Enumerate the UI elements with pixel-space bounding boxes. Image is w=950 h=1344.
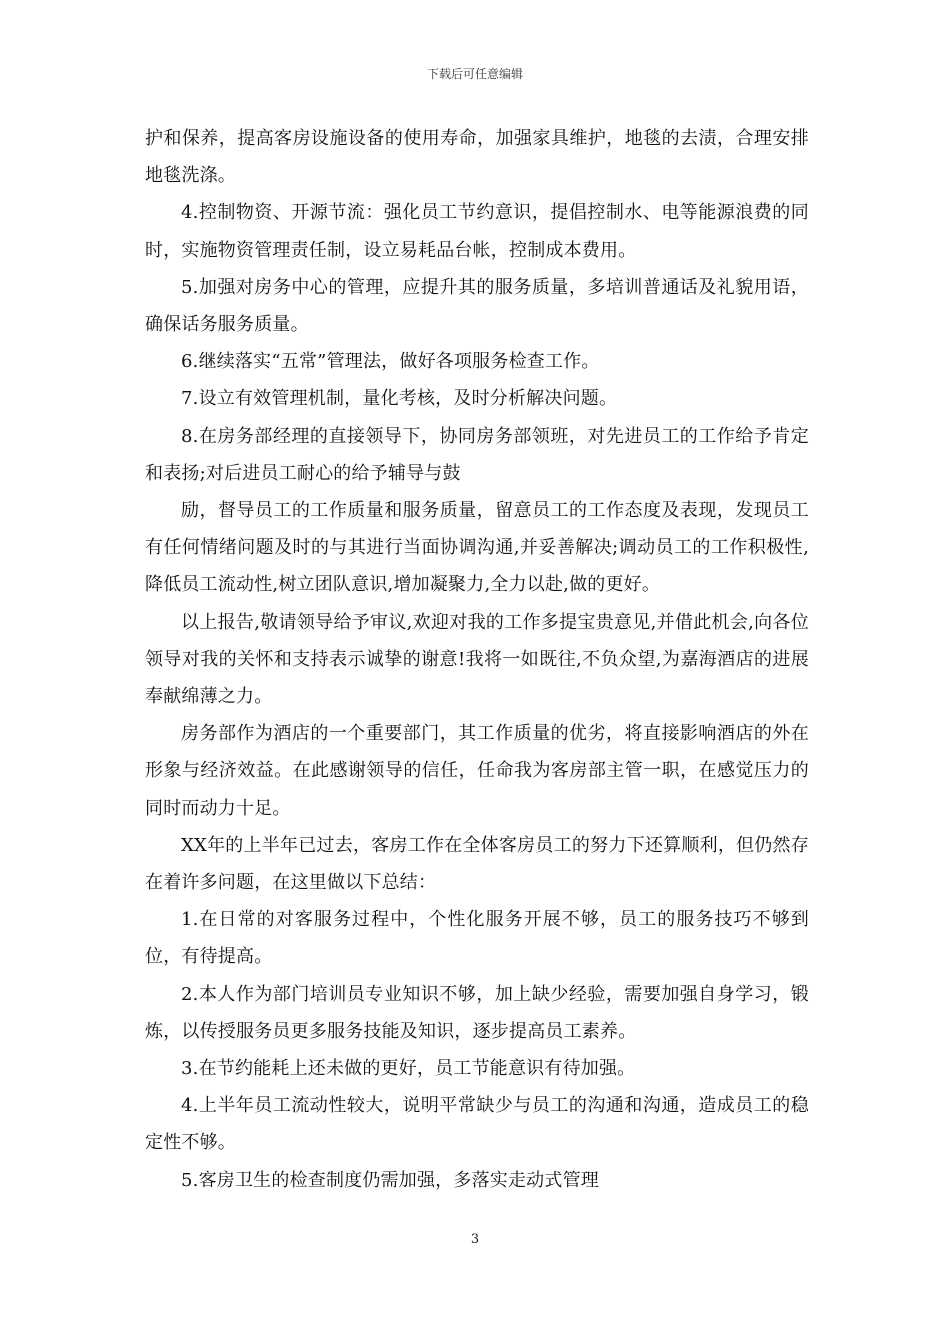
page-number: 3 xyxy=(470,1232,480,1247)
paragraph-7: 励，督导员工的工作质量和服务质量，留意员工的工作态度及表现，发现员工有任何情绪问题及时的与其进行当面协调沟通,并妥善解决;调动员工的工作积极性,降低员工流动性,树立团队意识,增加凝聚力,全力以赴,做的更好。 xyxy=(145,500,809,596)
paragraph-6: 8.在房务部经理的直接领导下，协同房务部领班，对先进员工的工作给予肯定和表扬;对后进员工耐心的给予辅导与鼓 xyxy=(145,425,809,484)
paragraph-5: 7.设立有效管理机制，量化考核，及时分析解决问题。 xyxy=(181,388,618,410)
paragraph-2: 4.控制物资、开源节流：强化员工节约意识，提倡控制水、电等能源浪费的同时，实施物资管理责任制，设立易耗品台帐，控制成本费用。 xyxy=(145,202,809,261)
paragraph-15: 5.客房卫生的检查制度仍需加强，多落实走动式管理 xyxy=(181,1169,599,1191)
document-body xyxy=(145,120,809,1199)
paragraph-9: 房务部作为酒店的一个重要部门，其工作质量的优劣，将直接影响酒店的外在形象与经济效益。在此感谢领导的信任，任命我为客房部主管一职，在感觉压力的同时而动力十足。 xyxy=(145,723,809,819)
paragraph-14: 4.上半年员工流动性较大，说明平常缺少与员工的沟通和沟通，造成员工的稳定性不够。 xyxy=(145,1095,809,1154)
paragraph-12: 2.本人作为部门培训员专业知识不够，加上缺少经验，需要加强自身学习，锻炼，以传授服务员更多服务技能及知识，逐步提高员工素养。 xyxy=(145,983,809,1042)
page-header: 下载后可任意编辑 xyxy=(426,67,523,81)
paragraph-3: 5.加强对房务中心的管理，应提升其的服务质量，多培训普通话及礼貌用语，确保话务服务质量。 xyxy=(145,276,809,336)
paragraph-10: XX年的上半年已过去，客房工作在全体客房员工的努力下还算顺利，但仍然存在着许多问题，在这里做以下总结： xyxy=(145,834,809,894)
paragraph-11: 1.在日常的对客服务过程中，个性化服务开展不够，员工的服务技巧不够到位，有待提高。 xyxy=(145,909,809,968)
paragraph-1: 护和保养，提高客房设施设备的使用寿命，加强家具维护，地毯的去渍，合理安排地毯洗涤。 xyxy=(145,128,809,187)
paragraph-4: 6.继续落实“五常”管理法，做好各项服务检查工作。 xyxy=(181,351,600,373)
paragraph-8: 以上报告,敬请领导给予审议,欢迎对我的工作多提宝贵意见,并借此机会,向各位领导对我的关怀和支持表示诚挚的谢意!我将一如既往,不负众望,为嘉海酒店的进展奉献绵薄之力。 xyxy=(145,611,809,708)
paragraph-13: 3.在节约能耗上还未做的更好，员工节能意识有待加强。 xyxy=(181,1058,636,1080)
